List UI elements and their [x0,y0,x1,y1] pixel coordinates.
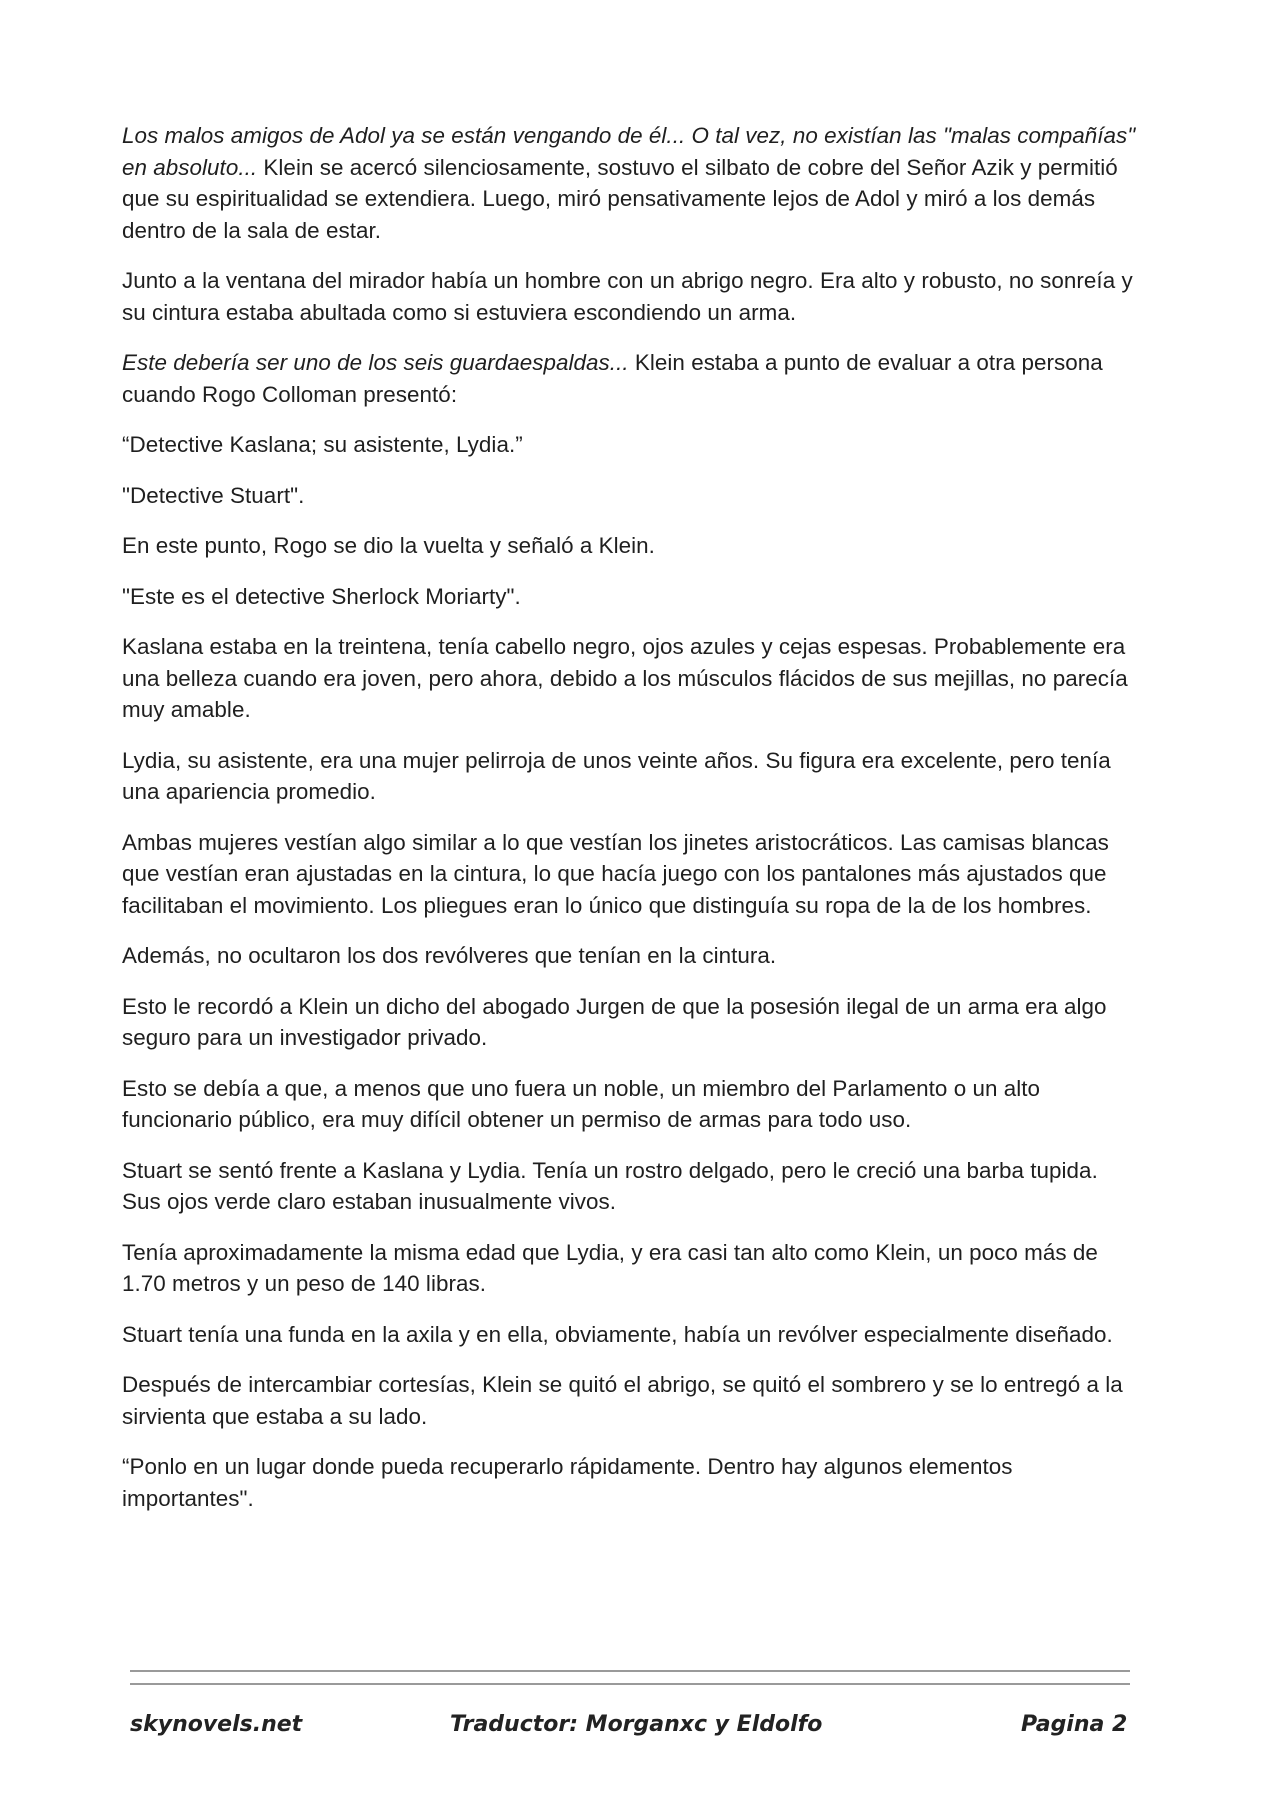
paragraph [122,1369,1138,1432]
paragraph [122,991,1138,1054]
text-segment: Ambas mujeres vestían algo similar a lo que vestían los jinetes aristocráticos. Las camisas blancas que vestían eran ajustadas en la cintura, lo que hacía juego con los pantalones más ajustados que facilitaban el movimiento. Los pliegues eran lo único que distinguía su ropa de la de los hombres. [122,829,1109,918]
text-segment: Klein estaba a punto de evaluar a otra persona cuando Rogo Colloman presentó: [122,350,1103,407]
text-segment: Junto a la ventana del mirador había un hombre con un abrigo negro. Era alto y robusto, no sonreía y su cintura estaba abultada como si estuviera escondiendo un arma. [122,268,1133,325]
text-segment: “Detective Kaslana; su asistente, Lydia.” [122,432,523,457]
text-segment: Tenía aproximadamente la misma edad que Lydia, y era casi tan alto como Klein, un poco más de 1.70 metros y un peso de 140 libras. [122,1239,1098,1296]
text-segment: Esto se debía a que, a menos que uno fuera un noble, un miembro del Parlamento o un alto funcionario público, era muy difícil obtener un permiso de armas para todo uso. [122,1075,1041,1132]
footer-rule-top [130,1670,1130,1672]
paragraph [122,631,1138,726]
paragraph [122,480,1138,512]
paragraph [122,429,1138,461]
footer-divider [130,1670,1130,1686]
text-segment: “Ponlo en un lugar donde pueda recuperarlo rápidamente. Dentro hay algunos elementos importantes". [122,1454,1013,1511]
footer-page-number: Pagina 2 [1021,1712,1128,1737]
footer-site: skynovels.net [130,1712,303,1737]
text-segment: Además, no ocultaron los dos revólveres que tenían en la cintura. [122,943,777,968]
paragraph [122,1451,1138,1514]
paragraph [122,581,1138,613]
paragraph [122,827,1138,922]
text-segment: En este punto, Rogo se dio la vuelta y señaló a Klein. [122,533,655,558]
paragraph [122,265,1138,328]
paragraph [122,347,1138,410]
text-segment: "Este es el detective Sherlock Moriarty". [122,583,521,609]
paragraph [122,1073,1138,1136]
text-segment: Klein se acercó silenciosamente, sostuvo el silbato de cobre del Señor Azik y permitió que su espiritualidad se extendiera. Luego, miró pensativamente lejos de Adol y miró a los demás dentro de la sala de estar. [122,154,1118,243]
text-segment: Lydia, su asistente, era una mujer pelirroja de unos veinte años. Su figura era excelente, pero tenía una apariencia promedio. [122,747,1111,804]
paragraph [122,745,1138,808]
text-segment: Después de intercambiar cortesías, Klein se quitó el abrigo, se quitó el sombrero y se lo entregó a la sirvienta que estaba a su lado. [122,1372,1123,1429]
paragraph [122,530,1138,562]
text-segment: Stuart tenía una funda en la axila y en ella, obviamente, había un revólver especialmente diseñado. [122,1321,1113,1347]
document-body [122,120,1138,1533]
italic-text-segment: Este debería ser uno de los seis guardaespaldas... [122,350,629,375]
footer-rule-bottom [130,1683,1130,1685]
text-segment: Stuart se sentó frente a Kaslana y Lydia. Tenía un rostro delgado, pero le creció una barba tupida. Sus ojos verde claro estaban inusualmente vivos. [122,1157,1098,1214]
paragraph [122,120,1138,246]
paragraph [122,1155,1138,1218]
paragraph [122,1319,1138,1351]
paragraph [122,940,1138,972]
footer-translator: Traductor: Morganxc y Eldolfo [450,1712,823,1737]
paragraph [122,1237,1138,1300]
text-segment: Esto le recordó a Klein un dicho del abogado Jurgen de que la posesión ilegal de un arma era algo seguro para un investigador privado. [122,993,1107,1050]
italic-text-segment: Los malos amigos de Adol ya se están vengando de él... O tal vez, no existían las "malas compañías" en absoluto... [122,123,1136,180]
text-segment: "Detective Stuart". [122,482,305,508]
text-segment: Kaslana estaba en la treintena, tenía cabello negro, ojos azules y cejas espesas. Probablemente era una belleza cuando era joven, pero ahora, debido a los músculos flácidos de sus mejillas, no parecía muy amable. [122,634,1128,722]
